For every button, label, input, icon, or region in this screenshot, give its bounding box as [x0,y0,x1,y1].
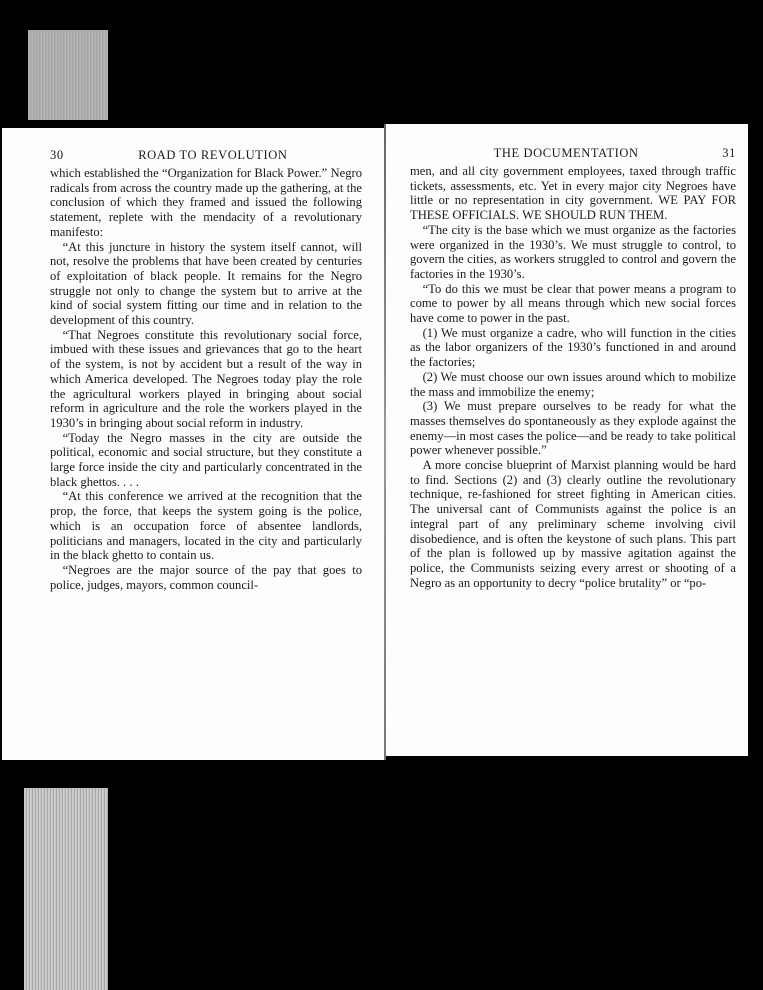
right-running-title: THE DOCUMENTATION [493,146,639,160]
paragraph: which established the “Organization for Black Power.” Negro radicals from across the country made up the gathering, at the conclusion of which they framed and issued the following statement, replete with the mendacity of a revolutionary manifesto: [50,166,362,239]
paragraph: “The city is the base which we must organize as the factories were organized in the 1930’s. We must struggle to control, to govern the cities, as workers struggled to control and govern the factories in the 1930’s. [410,222,736,281]
paragraph: “Negroes are the major source of the pay that goes to police, judges, mayors, common council- [50,562,362,592]
right-page-number: 31 [722,146,736,160]
paragraph: A more concise blueprint of Marxist planning would be hard to find. Sections (2) and (3) clearly outline the revolutionary technique, re-fashioned for street fighting in American cities. The universal cant of Communists against the police is an integral part of any preliminary scheme involving civil disobedience, and is often the keystone of such plans. This part of the plan is followed up by massive agitation against the police, the Communists seizing every arrest or shooting of a Negro as an opportunity to decry “police brutality” or “po- [410,458,736,590]
left-running-head [50,148,362,163]
paragraph: men, and all city government employees, taxed through traffic tickets, assessments, etc. Yet in every major city Negroes have little or no representation in city government. WE PAY FOR THESE OFFICIALS. WE SHOULD RUN THEM. [410,164,736,223]
left-page-text [50,166,362,592]
paragraph: “At this conference we arrived at the recognition that the prop, the force, that keeps the system going is the police, which is an occupation force of absentee landlords, politicians and managers, located in the city and particularly in the black ghetto to contain us. [50,489,362,563]
paragraph: “To do this we must be clear that power means a program to come to power by all means through which new social forces have come to power in the past. [410,281,736,326]
paragraph: (1) We must organize a cadre, who will function in the cities as the labor organizers of the 1930’s functioned in and around the factories; [410,325,736,370]
scan-artifact-top [28,30,108,120]
paragraph: (3) We must prepare ourselves to be ready for what the masses themselves do spontaneously as they explode against the enemy—in most cases the police—and be ready to take political power whenever possible.” [410,399,736,458]
paragraph: “That Negroes constitute this revolutionary social force, imbued with these issues and grievances that go to the heart of the system, is not by accident but a result of the way in which America developed. The Negroes today play the role the agricultural workers played in bringing about social reform in agriculture and the role the workers played in the 1930’s in bringing about social reform in industry. [50,327,362,430]
left-page-number: 30 [50,148,64,162]
right-page-text [410,164,736,590]
right-running-head [410,146,736,161]
left-page [2,128,384,760]
left-running-title: ROAD TO REVOLUTION [138,148,288,162]
paragraph: (2) We must choose our own issues around which to mobilize the mass and immobilize the enemy; [410,369,736,399]
scan-artifact-bottom [24,788,108,990]
right-page [386,124,748,756]
paragraph: “At this juncture in history the system itself cannot, will not, resolve the problems that have been created by centuries of exploitation of black people. It remains for the Negro struggle not only to change the system but to arrive at the kind of social system fitting our time and in relation to the development of this country. [50,239,362,328]
paragraph: “Today the Negro masses in the city are outside the political, economic and social structure, but they constitute a large force inside the city and particularly concentrated in the black ghettos. . . . [50,430,362,489]
